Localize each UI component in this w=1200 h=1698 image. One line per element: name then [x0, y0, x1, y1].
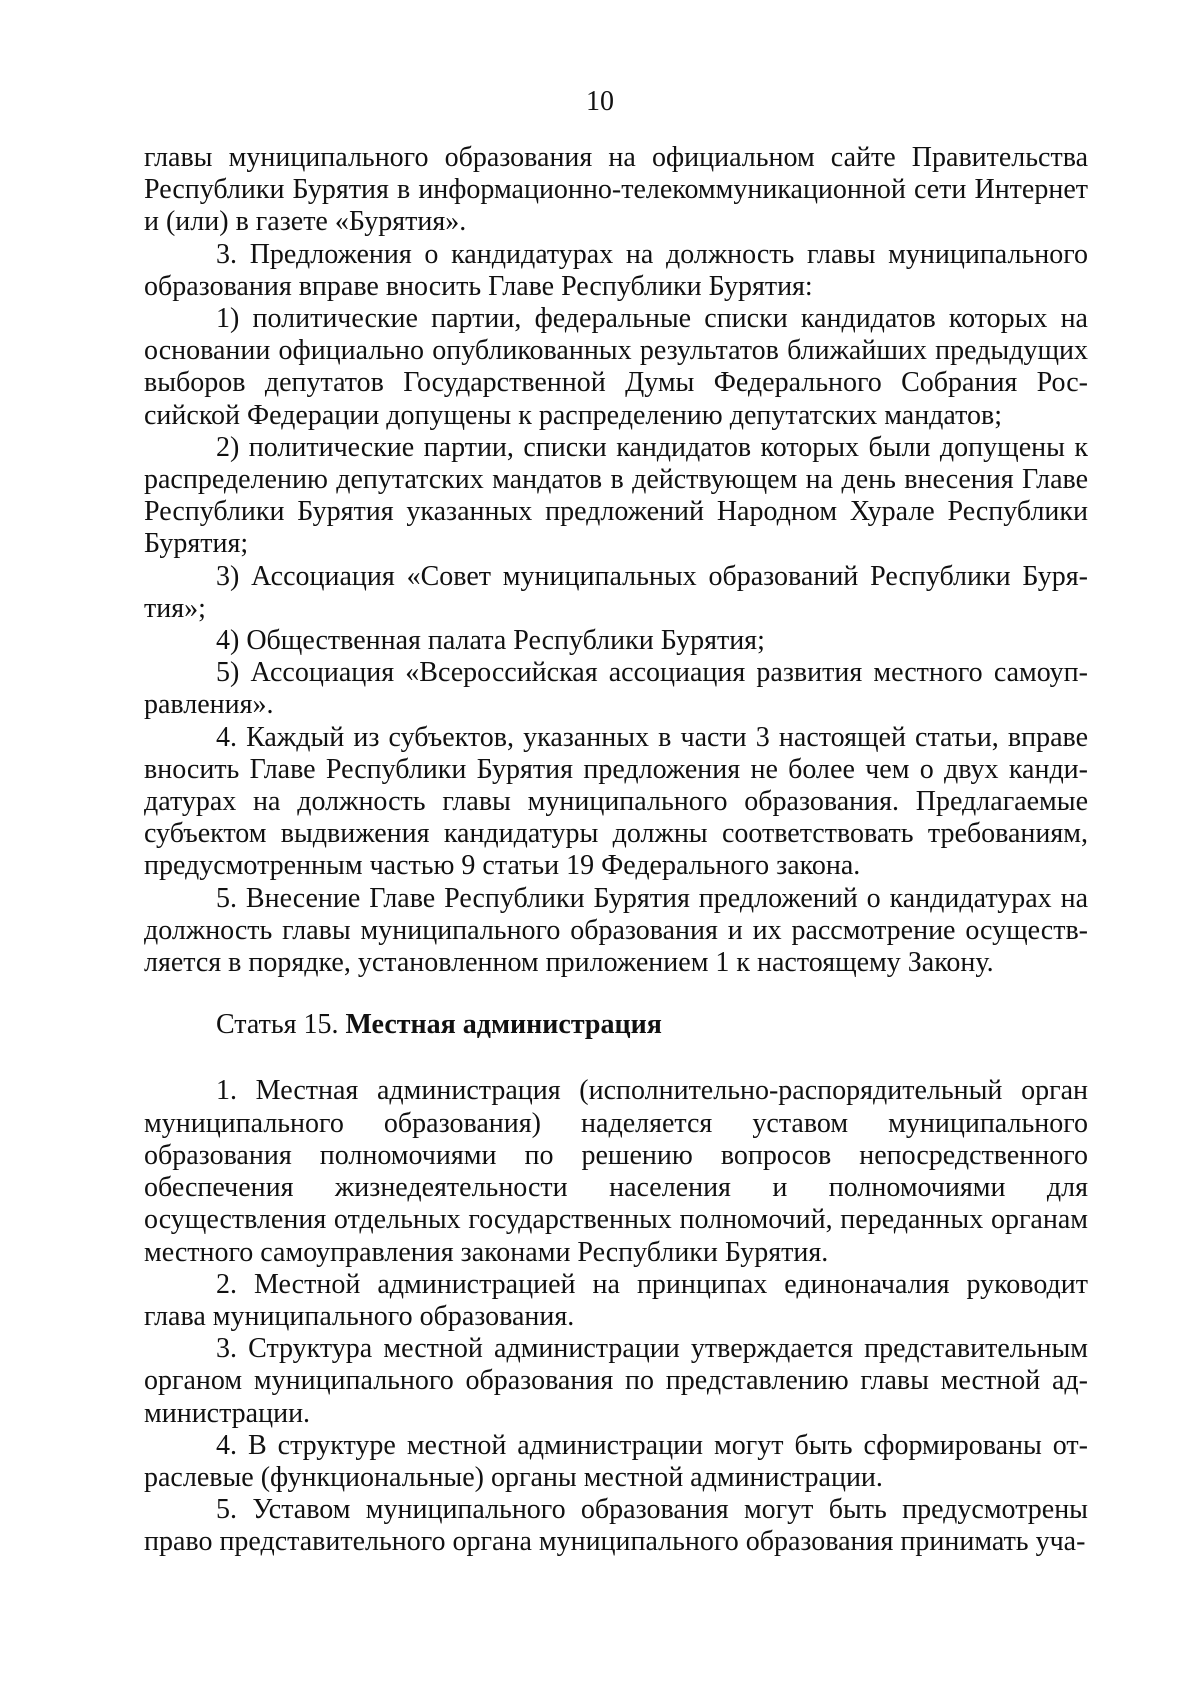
paragraph: 5. Уставом муниципального образования могут быть предусмотрены право представительного органа муниципального образования принимать уча-	[144, 1494, 1088, 1558]
article-number: Статья 15.	[216, 1009, 339, 1041]
article-title: Местная администрация	[345, 1009, 662, 1041]
document-body	[144, 142, 1088, 1559]
list-item: 4) Общественная палата Республики Бурятия;	[216, 625, 765, 657]
paragraph: 2. Местной администрацией на принципах единоначалия руководит глава муниципального образования.	[144, 1268, 1088, 1332]
article-heading	[144, 979, 1088, 1075]
list-item: 2) политические партии, списки кандидатов которых были допущены к распределению депутатских мандатов в действующем на день внесения Главе Республики Бурятия указанных предложений Народном Хурале Республики Бурятия;	[144, 431, 1088, 560]
page-number: 10	[586, 86, 614, 117]
list-item: 1) политические партии, федеральные списки кандидатов которых на основании официально опубликованных результатов ближайших предыдущих выборов депутатов Государственной Думы Федерального Собрания Российской Федерации допущены к распределению депутатских мандатов;	[144, 303, 1088, 431]
paragraph: главы муниципального образования на официальном сайте Правительства Республики Бурятия в информационно-телекоммуникационной сети Интернет и (или) в газете «Бурятия».	[144, 142, 1088, 238]
paragraph: 4. Каждый из субъектов, указанных в части 3 настоящей статьи, вправе вносить Главе Республики Бурятия предложения не более чем о двух кандидатурах на должность главы муниципального образования. Предлагаемые субъектом выдвижения кандидатуры должны соответствовать требованиям, предусмотренным частью 9 статьи 19 Федерального закона.	[144, 721, 1088, 882]
paragraph: 1. Местная администрация (исполнительно-распорядительный орган муниципального образования) наделяется уставом муниципального образования полномочиями по решению вопросов непосредственного обеспечения жизнедеятельности населения и полномочиями для осуществления отдельных государственных полномочий, переданных органам местного самоуправления законами Республики Бурятия.	[144, 1075, 1088, 1268]
paragraph: 4. В структуре местной администрации могут быть сформированы отраслевые (функциональные) органы местной администрации.	[144, 1429, 1088, 1493]
list-item: 5) Ассоциация «Всероссийская ассоциация развития местного самоуправления».	[144, 657, 1088, 721]
paragraph: 3. Структура местной администрации утверждается представительным органом муниципального образования по представлению главы местной администрации.	[144, 1333, 1088, 1429]
list-item: 3) Ассоциация «Совет муниципальных образований Республики Бурятия»;	[144, 560, 1088, 624]
paragraph: 3. Предложения о кандидатурах на должность главы муниципального образования вправе вносить Главе Республики Бурятия:	[144, 238, 1088, 302]
paragraph: 5. Внесение Главе Республики Бурятия предложений о кандидатурах на должность главы муниципального образования и их рассмотрение осуществляется в порядке, установленном приложением 1 к настоящему Закону.	[144, 882, 1088, 979]
